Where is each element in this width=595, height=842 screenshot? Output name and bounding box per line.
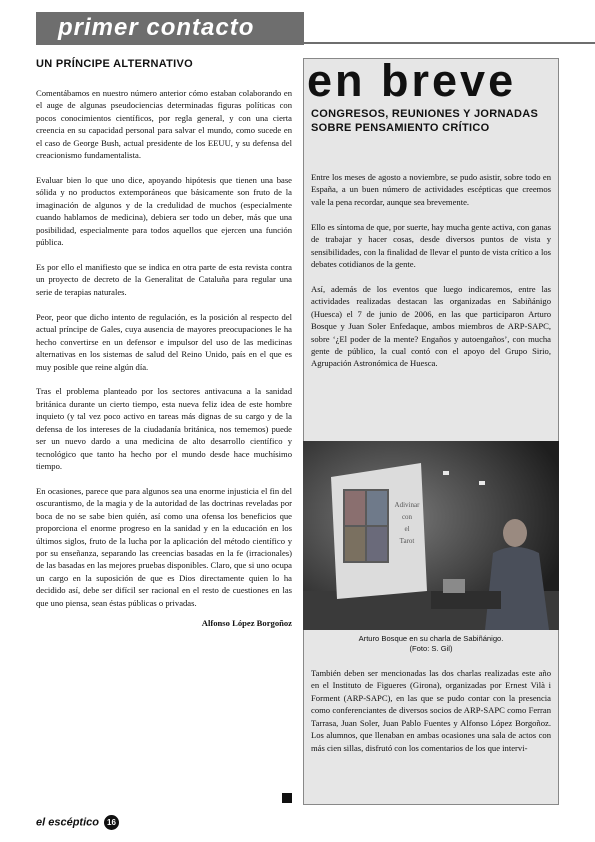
caption-line: Arturo Bosque en su charla de Sabiñánigo. (358, 634, 504, 643)
photo-illustration (303, 441, 559, 630)
page-footer (36, 815, 119, 830)
article-paragraph: En ocasiones, parece que para algunos sea una enorme injusticia el fin del oscurantismo, de la magia y de la autoridad de las doctrinas reveladas por boca de no se sabe bien quién, así como una ofensa los beneficios que proporciona el enorme progreso en la sanidad y en la educación en los últimos siglos, fruto de la lucha por la aplicación del método científico y por su enseñanza, separando las creencias basadas en la fe (irracionales) de las basadas en las mejores pruebas disponibles. Claro, que si uno ocupa un cargo en la suposición de que es Dios directamente quien lo ha decidido así, debe ser difícil ser racional en el resto de cuestiones en las que uno piensa, sean éstas públicas o privadas. (36, 485, 292, 608)
header-rule (304, 42, 595, 44)
article-title: UN PRÍNCIPE ALTERNATIVO (36, 58, 194, 70)
photo-caption (303, 634, 559, 654)
page-number: 16 (104, 815, 119, 830)
article-author: Alfonso López Borgoñoz (201, 617, 292, 628)
sidebar-paragraph: También deben ser mencionadas las dos charlas realizadas este año en el Instituto de Figueres (Girona), organizadas por Ernest Vilà i Forment (ARP-SAPC), en las que se pudo contar con la presencia como conferenciantes de diversos socios de ARP-SAPC como Ferran Tarrasa, Juan Soler, Juan Pablo Fuentes y Alfonso López Borgoñoz. Los alumnos, que llenaban en ambas ocasiones una sala de actos con más cien sillas, disfrutó con los comentarios de los que intervi- (311, 668, 551, 753)
caption-credit: (Foto: S. Gil) (409, 644, 453, 653)
sidebar-paragraph: Ello es síntoma de que, por suerte, hay mucha gente activa, con ganas de trabajar y hacer cosas, desde diversos puntos de vista y sensibilidades, con la finalidad de llevar el punto de vista crítico a los debates cotidianos de la gente. (311, 221, 551, 270)
article-paragraph: Comentábamos en nuestro número anterior cómo estaban colaborando en el auge de algunas pseudociencias determinadas figuras políticas con pocos conocimientos científicos, por regla general, y con una cierta creencia en su capacidad personal para salvar el mundo, como sucede en el caso de George Bush, actual presidente de los EEUU, y su defensa del creacionismo fundamentalista. (36, 88, 292, 161)
article-paragraph: Peor, peor que dicho intento de regulación, es la posición al respecto del actual príncipe de Gales, cuya ausencia de mayores preocupaciones le ha hecho convertirse en un defensor e impulsor del uso de las medicinas alternativas en los sistemas de salud del Reino Unido, país en el que es muy posible que reine algún día. (36, 311, 292, 372)
sidebar-heading: en breve (307, 55, 517, 106)
magazine-name: el escéptico (36, 816, 99, 829)
end-of-article-mark (282, 793, 292, 803)
sidebar-title: CONGRESOS, REUNIONES Y JORNADAS SOBRE PENSAMIENTO CRÍTICO (311, 108, 539, 134)
svg-text:Adivinar: Adivinar (394, 501, 420, 509)
svg-text:el: el (404, 525, 410, 533)
article-paragraph: Tras el problema planteado por los sectores antivacuna a la sanidad británica durante un cierto tiempo, esta nueva feliz idea de este hombre inquieto (y tal vez poco activo en tareas más dignas de su cargo y de la defensa de los intereses de la ciudadanía británica, nos tememos) puede ser un nuevo dardo a una medicina de alto desarrollo científico y tecnológico que tanto ha hecho por el mundo desde hace muchísimo tiempo. (36, 386, 292, 471)
sidebar-paragraph: Así, además de los eventos que luego indicaremos, entre las actividades realizadas destacan las organizadas en Sabiñánigo (Huesca) el 7 de junio de 2006, en las que participaron Arturo Bosque y Juan Soler Enfedaque, ambos miembros de ARP-SAPC, sobre ‘¿El poder de la mente? Engaños y autoengaños’, con mucha gente de público, la cual contó con el apoyo del Grupo Sirio, Agrupación Astronómica de Huesca. (311, 283, 551, 369)
section-title: primer contacto (58, 14, 255, 41)
article-paragraph: Evaluar bien lo que uno dice, apoyando hipótesis que tienen una base sólida y no productos extemporáneos que básicamente son fruto de la imaginación de algunos y de la credulidad de muchos (especialmente cuando hablamos de medicina), debiera ser todo un deber, más que una posibilidad, especialmente para todos aquellos que ejercen una función pública. (36, 175, 292, 248)
svg-text:con: con (401, 513, 413, 521)
svg-text:Tarot: Tarot (399, 537, 415, 545)
sidebar-paragraph: Entre los meses de agosto a noviembre, se pudo asistir, sobre todo en España, a un buen número de actividades escépticas que creemos vale la pena recordar, aunque sea brevemente. (311, 172, 551, 207)
sidebar-text-bottom (311, 667, 551, 766)
sidebar-text-top (311, 171, 551, 382)
event-photo (303, 441, 559, 630)
article-paragraph: Es por ello el manifiesto que se indica en otra parte de esta revista contra un proyecto de decreto de la Generalitat de Cataluña para regular una serie de terapias naturales. (36, 262, 292, 297)
main-article (36, 58, 292, 628)
